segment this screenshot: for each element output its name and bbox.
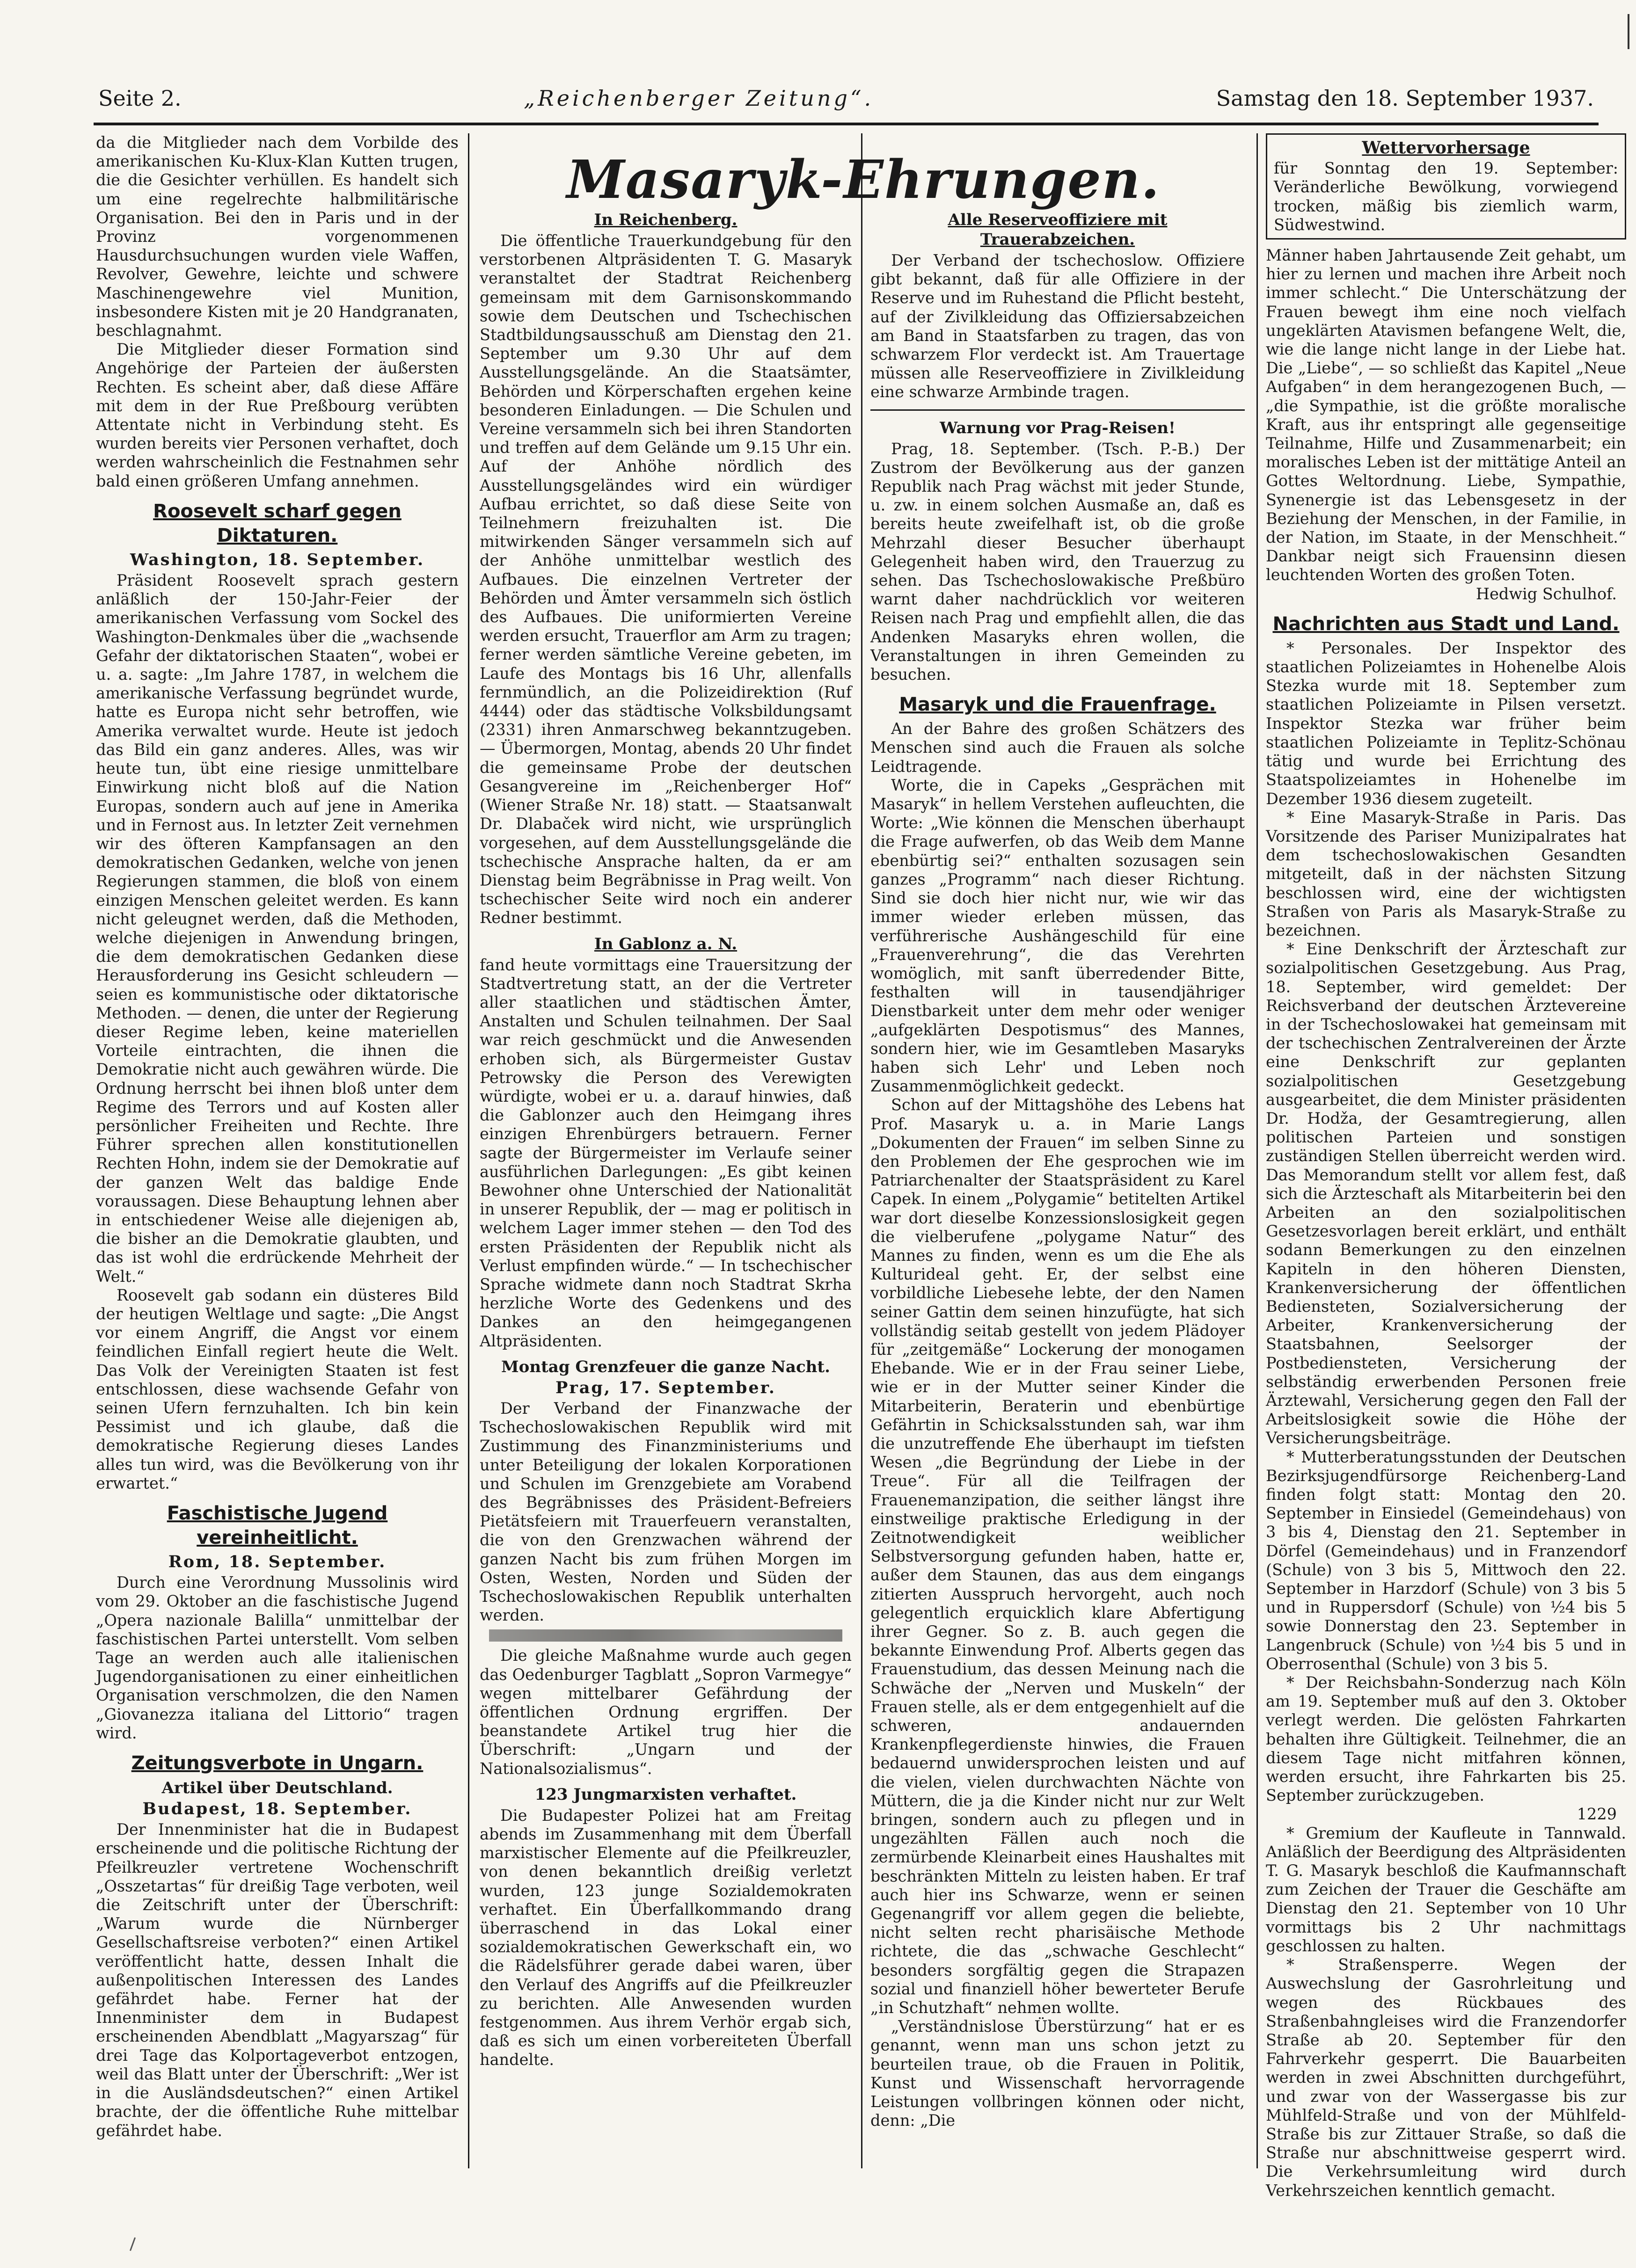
headline-local-news: Nachrichten aus Stadt und Land. [1272, 613, 1620, 635]
headline-hungary-bans: Zeitungsverbote in Ungarn. [131, 1752, 424, 1774]
paragraph: Präsident Roosevelt sprach gestern anläßlich der 150-Jahr-Feier der amerikanischen Verfassung vom Sockel des Washington-Denkmales über die „wachsende Gefahr der diktatorischen Staaten“, wobei er u. a. sagte: „Im Jahre 1787, in welchem die amerikanische Verfassung begründet wurde, hatte es Europa nicht sehr betroffen, wie Amerika verwaltet wurde. Heute ist jedoch das Bild ein ganz anderes. Alles, was wir heute tun, übt eine riesige unmittelbare Einwirkung nicht bloß auf die Nation Europas, sondern auch auf jene in Amerika und in Fernost aus. In letzter Zeit vernehmen wir des öfteren Kampfansagen an den demokratischen Gedanken, welche von jenen Regierungen stammen, die bloß von einem einzigen Menschen geleitet werden. Es kann nicht geleugnet werden, daß die Methoden, welche diejenigen in Anwendung bringen, die dem demokratischen Gedanken diese Herausforderung ins Gesicht schleudern — seien es kommunistische oder diktatorische Methoden. — denen, die unter der Regierung dieser Regime leben, keine materiellen Vorteile eintrachten, die ihnen die Demokratie nicht auch gewähren würde. Die Ordnung herrscht bei ihnen bloß unter dem Regime des Terrors und auf Kosten aller persönlicher Freiheiten und Rechte. Ihre Führer sprechen allen konstitutionellen Rechten Hohn, indem sie der Demokratie auf der ganzen Welt das baldige Ende voraussagen. Diese Behauptung lehnen aber in entschiedener Weise alle diejenigen ab, die bisher an die Demokratie glaubten, und das ist wohl die erdrückende Mehrheit der Welt.“ [96, 571, 459, 1286]
paragraph: Die öffentliche Trauerkundgebung für den verstorbenen Altpräsidenten T. G. Masaryk veranstaltet der Stadtrat Reichenberg gemeinsam mit dem Garnisonskommando sowie dem Deutschen und Tschechischen Stadtbildungsausschuß am Dienstag den 21. September um 9.30 Uhr auf dem Ausstellungsgelände. An die Staatsämter, Behörden und Körperschaften ergehen keine besonderen Einladungen. — Die Schulen und Vereine versammeln sich bei ihren Standorten und treffen auf dem Gelände um 9.15 Uhr ein. Auf der Anhöhe nördlich des Ausstellungsgeländes wird ein würdiger Aufbau errichtet, so daß diese Seite von Teilnehmern freizuhalten ist. Die mitwirkenden Sänger versammeln sich auf der Anhöhe unmittelbar westlich des Aufbaues. Die einzelnen Vertreter der Behörden und Ämter versammeln sich östlich des Aufbaues. Die uniformierten Vereine werden ersucht, Trauerflor am Arm zu tragen; ferner werden sämtliche Vereine gebeten, im Laufe des Montags bis 16 Uhr, allenfalls fernmündlich, an die Polizeidirektion (Ruf 4444) oder das städtische Volksbildungsamt (2331) ihren Anmarschweg bekanntzugeben. — Übermorgen, Montag, abends 20 Uhr findet die gemeinsame Probe der deutschen Gesangvereine im „Reichenberger Hof“ (Wiener Straße Nr. 18) statt. — Staatsanwalt Dr. Dlabaček wird nicht, wie ursprünglich vorgesehen, auf dem Ausstellungsgelände die tschechische Ansprache halten, da er am Dienstag beim Begräbnisse in Prag weilt. Von tschechischer Seite wird noch ein anderer Redner bestimmt. [480, 232, 852, 927]
weather-title: Wettervorhersage [1362, 138, 1530, 158]
news-physicians-memo: * Eine Denkschrift der Ärzteschaft zur sozialpolitischen Gesetzgebung. Aus Prag, 18. September, wird gemeldet: Der Reichsverband der deutschen Ärztevereine in der Tschechoslowakei hat gemeinsam mit der tschechischen Zentralvereinen der Ärzte eine Denkschrift zur geplanten sozialpolitischen Gesetzgebung ausgearbeitet, die dem Minister präsidenten Dr. Hodža, der Gesamtregierung, allen politischen Parteien und sonstigen zuständigen Stellen überreicht werden wird. Das Memorandum stellt vor allem fest, daß sich die Ärzteschaft als Mitarbeiterin bei den Arbeiten an den sozialpolitischen Gesetzesvorlagen bereit erklärt, und enthält sodann Bemerkungen zu den einzelnen Kapiteln in den höheren Diensten, Krankenversicherung der öffentlichen Bediensteten, Sozialversicherung der Arbeiter, Krankenversicherung der Staatsbahnen, Seelsorger der Postbediensteten, Versicherung der selbständig erwerbenden Personen freie Ärztewahl, Versicherung gegen den Fall der Arbeitslosigkeit sowie die Höhe der Versicherungsbeiträge. [1266, 940, 1626, 1447]
page-number: Seite 2. [98, 86, 182, 111]
paragraph: Die Mitglieder dieser Formation sind Angehörige der Parteien der äußersten Rechten. Es scheint aber, daß diese Affäre mit dem in der Rue Preßbourg verübten Attentate nicht in Verbindung steht. Es wurden bereits vier Personen verhaftet, doch werden wahrscheinlich die Festnahmen sehr bald einen größeren Umfang annehmen. [96, 340, 459, 490]
headline-fascist-youth: Faschistische Jugend vereinheitlicht. [167, 1503, 388, 1549]
paragraph: Schon auf der Mittagshöhe des Lebens hat Prof. Masaryk u. a. in Marie Langs „Dokumenten der Frauen“ im selben Sinne zu den Problemen der Ehe gesprochen wie im Patriarchenalter der Staatspräsident zu Karel Capek. In einem „Polygamie“ betitelten Artikel war dort dieselbe Konzessionslosigkeit gegen die vielberufene „polygame Natur“ des Mannes zu finden, wenn es um die Ehe als Kulturideal geht. Er, der selbst eine vorbildliche Liebesehe lebte, der den Namen seiner Gattin dem seinen hinzufügte, hat sich vollständig seitab gestellt von jedem Plädoyer für „zeitgemäße“ Lockerung der monogamen Ehebande. Wie er in der Frau seiner Liebe, wie er in der Mutter seiner Kinder die Mitarbeiterin, Beraterin und ebenbürtige Gefährtin in Schicksalsstunden sah, war ihm die unzutreffende Ehe überhaupt im tiefsten Wesen „die Begründung der Liebe in der Treue“. Für all die Teilfragen der Frauenemanzipation, die seither längst ihre einstweilige praktische Erledigung in der Zeitnotwendigkeit weiblicher Selbstversorgung gefunden haben, hatte er, außer dem Staunen, das aus dem eingangs zitierten Ausspruch hervorgeht, auch noch gelegentlich erquicklich klare Abfertigung ihrer Gegner. So z. B. auch gegen die bekannte Einwendung Prof. Alberts gegen das Frauenstudium, das dessen Meinung nach die Schwäche der „Nerven und Muskeln“ der Frauen stelle, als er dem entgegenhielt auf die schweren, andauernden Krankenpflegerdienste hinwies, die Frauen bedauernd unwidersprochen leisten und auf die vielen, vielen durchwachten Nächte von Müttern, die ja die Kinder nicht nur zur Welt bringen, sondern auch zu pflegen und in ungezählten Fällen auch noch die zermürbende Kleinarbeit eines Haushaltes mit beschränkten Mitteln zu leisten haben. Er traf auch hier ins Schwarze, wenn er seinen Gegenangriff vor allem gegen die beliebte, nicht selten recht pharisäische Methode richtete, die das „schwache Geschlecht“ besonders sorgfältig gegen die Strapazen sozial und finanziell höher bewerteter Berufe „in Schutzhaft“ nehmen wollte. [870, 1096, 1245, 2017]
paragraph: Roosevelt gab sodann ein düsteres Bild der heutigen Weltlage und sagte: „Die Angst vor einem Angriff, die Angst vor einem feindlichen Einfall regiert heute die Welt. Das Volk der Vereinigten Staaten ist fest entschlossen, diese wachsende Gefahr von seinen Ufern fernzuhalten. Ich bin kein Pessimist und ich glaube, daß die demokratische Regierung dieses Landes alles tun wird, was die Bevölkerung von ihr erwartet.“ [96, 1286, 459, 1492]
weather-box [1266, 133, 1626, 240]
news-merchants: * Gremium der Kaufleute in Tannwald. Anläßlich der Beerdigung des Altpräsidenten T. G. Masaryk beschloß die Kaufmannschaft zum Zeichen der Trauer die Geschäfte am Dienstag den 21. September von 10 Uhr vormittags bis 2 Uhr nachmittags geschlossen zu halten. [1266, 1824, 1626, 1955]
dateline-rome: Rom, 18. September. [168, 1552, 387, 1572]
weather-forecast: für Sonntag den 19. September: Veränderliche Bewölkung, vorwiegend trocken, mäßig bis ziemlich warm, Südwestwind. [1274, 159, 1618, 234]
news-mother-counseling: * Mutterberatungsstunden der Deutschen Bezirksjugendfürsorge Reichenberg-Land finden folgt statt: Montag den 20. September in Einsiedel (Gemeindehaus) von 3 bis 4, Dienstag den 21. September in Dörfel (Gemeindehaus) und in Franzendorf (Schule) von 3 bis 5, Mittwoch den 22. September in Harzdorf (Schule) von 3 bis 5 und in Ruppersdorf (Schule) von ½4 bis 5 sowie Donnerstag den 23. September in Langenbruck (Schule) von ½4 bis 5 und in Oberrosenthal (Schule) von 3 bis 5. [1266, 1447, 1626, 1673]
paragraph: Die Budapester Polizei hat am Freitag abends im Zusammenhang mit dem Überfall marxistischer Elemente auf die Pfeilkreuzler, von denen bekanntlich dreißig verletzt wurden, 123 junge Sozialdemokraten verhaftet. Ein Überfallkommando drang überraschend in das Lokal einer sozialdemokratischen Gewerkschaft ein, wo die Rädelsführer gerade dabei waren, über den Verlauf des Angriffs auf die Pfeilkreuzler zu berichten. Alle Anwesenden wurden festgenommen. Aus ihrem Verhör ergab sich, daß es sich um einen vorbereiteten Überfall handelte. [480, 1806, 852, 2069]
subheadline-reserve-officers: Alle Reserveoffiziere mit Trauerabzeichen. [948, 211, 1168, 249]
headline-roosevelt: Roosevelt scharf gegen Diktaturen. [153, 500, 402, 546]
subheadline-warning: Warnung vor Prag-Reisen! [940, 418, 1176, 437]
author-signature: Hedwig Schulhof. [1475, 584, 1617, 603]
column-2 [480, 208, 852, 2168]
issue-date: Samstag den 18. September 1937. [1216, 86, 1594, 111]
stray-mark [1628, 14, 1629, 49]
news-personnel: * Personales. Der Inspektor des staatlichen Polizeiamtes in Hohenelbe Alois Stezka wurde mit 18. September zum staatlichen Polizeiamte in Pilsen versetzt. Inspektor Stezka war früher beim staatlichen Polizeiamte in Teplitz-Schönau tätig und wurde bei Errichtung des Staatspolizeiamtes in Hohenelbe im Dezember 1936 diesem zugeteilt. [1266, 639, 1626, 808]
dateline-washington: Washington, 18. September. [130, 550, 425, 569]
paragraph: Männer haben Jahrtausende Zeit gehabt, um hier zu lernen und machen ihre Arbeit noch immer schlecht.“ Die Unterschätzung der Frauen bewegt ihm eine noch vielfach ungeklärten Atavismen befangene Welt, die, wie die lange nicht lange in der Liebe hat. Die „Liebe“, — so schließt das Kapitel „Neue Aufgaben“ in dem herangezogenen Buch, — „die Sympathie, ist die größte moralische Kraft, aus ihr entspringt alle gegenseitige Teilnahme, Hilfe und Zusammenarbeit; ein moralisches Leben ist der mittätige Anteil an Gottes Weltordnung. Liebe, Sympathie, Synenergie ist das Lebensgesetz in der Beziehung der Menschen, in der Familie, in der Nation, im Staate, in der Menschheit.“ Dankbar neigt sich Frauensinn diesen leuchtenden Worten des großen Toten. [1266, 246, 1626, 584]
headline-women-question: Masaryk und die Frauenfrage. [899, 694, 1216, 716]
subheadline-arrests: 123 Jungmarxisten verhaftet. [534, 1785, 797, 1804]
article-paris-continued: da die Mitglieder nach dem Vorbilde des amerikanischen Ku-Klux-Klan Kutten trugen, die die Gesichter verhüllen. Es handelt sich um eine regelrechte halbmilitärische Organisation. Bei den in Paris und in der Provinz vorgenommenen Hausdurchsuchungen wurden viele Waffen, Revolver, Gewehre, leichte und schwere Maschinengewehre viel Munition, insbesondere Kisten mit je 20 Handgranaten, beschlagnahmt. [96, 133, 459, 340]
paragraph: Der Verband der Finanzwache der Tschechoslowakischen Republik wird mit Zustimmung des Finanzministeriums und unter Beteiligung der lokalen Korporationen und Schulen im Grenzgebiete am Vorabend des Begräbnisses des Präsident-Befreiers Pietätsfeiern mit Trauerfeuern veranstalten, die von den Grenzwachen während der ganzen Nacht bis zum frühen Morgen im Osten, Westen, Norden und Süden der Tschechoslowakischen Republik unterhalten werden. [480, 1399, 852, 1625]
column-rule-3 [1256, 133, 1258, 2168]
main-headline-masaryk: Masaryk-Ehrungen. [566, 149, 1161, 211]
column-1 [96, 133, 459, 2168]
paragraph: Die gleiche Maßnahme wurde auch gegen das Oedenburger Tagblatt „Sopron Varmegye“ wegen mittelbarer Gefährdung der öffentlichen Ordnung ergriffen. Der beanstandete Artikel trug hier die Überschrift: „Ungarn und der Nationalsozialismus“. [480, 1646, 852, 1778]
subheadline-reichenberg: In Reichenberg. [594, 211, 738, 229]
paragraph: fand heute vormittags eine Trauersitzung der Stadtvertretung statt, an der die Vertreter aller staatlichen und städtischen Ämter, Anstalten und Schulen teilnahmen. Der Saal war reich geschmückt und die Anwesenden erhoben sich, als Bürgermeister Gustav Petrowsky die Person des Verewigten würdigte, wobei er u. a. darauf hinwies, daß die Gablonzer auch den Heimgang ihres einzigen Ehrenbürgers betrauern. Ferner sagte der Bürgermeister im Verlaufe seiner ausführlichen Darlegungen: „Es gibt keinen Bewohner ohne Unterschied der Nationalität in unserer Republik, der — mag er politisch in welchem Lager immer stehen — den Tod des ersten Präsidenten der Republik nicht als Verlust empfinden würde.“ — In tschechischer Sprache widmete dann noch Stadtrat Skrha herzliche Worte des Gedenkens und des Dankes an den heimgegangenen Altpräsidenten. [480, 955, 852, 1350]
subheadline: Artikel über Deutschland. [161, 1779, 393, 1798]
column-rule-1 [468, 133, 469, 2168]
divider [870, 409, 1245, 411]
dateline-prague: Prag, 17. September. [555, 1378, 776, 1397]
subheadline-border-fires: Montag Grenzfeuer die ganze Nacht. [501, 1357, 830, 1376]
paragraph: Der Innenminister hat die in Budapest erscheinende und die politische Richtung der Pfeilkreuzler vertretene Wochenschrift „Osszetartas“ für dreißig Tage verboten, weil die Zeitschrift unter der Überschrift: „Warum wurde die Nürnberger Gesellschaftsreise verboten?“ einen Artikel veröffentlicht hatte, dessen Inhalt die außenpolitischen Interessen des Landes gefährdet habe. Ferner hat der Innenminister dem in Budapest erscheinenden Abendblatt „Magyarszag“ für drei Tage das Kolportageverbot entzogen, weil das Blatt unter der Überschrift: „Wer ist in die Ausländsdeutschen?“ einen Artikel brachte, der die öffentliche Ruhe mittelbar gefährdet habe. [96, 1820, 459, 2140]
paragraph: Prag, 18. September. (Tsch. P.-B.) Der Zustrom der Bevölkerung aus der ganzen Republik nach Prag wächst mit jeder Stunde, u. zw. in einem solchen Ausmaße an, daß es bereits heute zweifelhaft ist, ob die große Mehrzahl dieser Besucher überhaupt Gelegenheit haben wird, den Trauerzug zu sehen. Das Tschechoslowakische Preßbüro warnt daher nachdrücklich vor weiteren Reisen nach Prag und empfiehlt allen, die das Andenken Masaryks ehren wollen, die Veranstaltungen in ihren Gemeinden zu besuchen. [870, 439, 1245, 684]
stray-mark [130, 2237, 136, 2251]
newspaper-title: „Reichenberger Zeitung“. [524, 86, 874, 111]
ad-code: 1229 [1577, 1805, 1617, 1824]
header-rule [94, 123, 1599, 125]
print-smudge [489, 1629, 842, 1642]
news-masaryk-street: * Eine Masaryk-Straße in Paris. Das Vorsitzende des Pariser Munizipalrates hat dem tschechoslowakischen Gesandten mitgeteilt, daß in der nächsten Sitzung beschlossen wird, eine der wichtigsten Straßen von Paris als Masaryk-Straße zu bezeichnen. [1266, 808, 1626, 939]
news-street-closure: * Straßensperre. Wegen der Auswechslung der Gasrohrleitung und wegen des Rückbaues des Straßenbahngleises wird die Franzendorfer Straße ab 20. September für den Fahrverkehr gesperrt. Die Bauarbeiten werden in zwei Abschnitten durchgeführt, und zwar von der Wassergasse bis zur Mühlfeld-Straße und von der Mühlfeld-Straße bis zur Zittauer Straße, so daß die Straße nur abschnittweise gesperrt wird. Die Verkehrsumleitung wird durch Verkehrszeichen kenntlich gemacht. [1266, 1955, 1626, 2200]
paragraph: „Verständnislose Überstürzung“ hat er es genannt, wenn man uns schon jetzt zu beurteilen traue, ob die Frauen in Politik, Kunst und Wissenschaft hervorragende Leistungen vollbringen können oder nicht, denn: „Die [870, 2017, 1245, 2130]
page-header [98, 82, 1594, 115]
paragraph: Durch eine Verordnung Mussolinis wird vom 29. Oktober an die faschistische Jugend „Opera nazionale Balilla“ unmittelbar der faschistischen Partei unterstellt. Vom selben Tage an werden auch alle italienischen Jugendorganisationen zu einer einheitlichen Organisation verschmolzen, die den Namen „Giovanezza italiana del Littorio“ tragen wird. [96, 1573, 459, 1742]
dateline-budapest: Budapest, 18. September. [142, 1799, 412, 1819]
column-4 [1266, 133, 1626, 2200]
column-3 [870, 208, 1245, 2168]
column-rule-2 [861, 133, 862, 2168]
subheadline-gablonz: In Gablonz a. N. [594, 934, 738, 953]
paragraph: Der Verband der tschechoslow. Offiziere gibt bekannt, daß für alle Offiziere in der Reserve und im Ruhestand die Pflicht besteht, auf der Zivilkleidung das Offiziersabzeichen am Band in Staatsfarben zu tragen, das von schwarzem Flor verdeckt ist. Am Trauertage müssen alle Reserveoffiziere in Zivilkleidung eine schwarze Armbinde tragen. [870, 251, 1245, 401]
news-special-train: * Der Reichsbahn-Sonderzug nach Köln am 19. September muß auf den 3. Oktober verlegt werden. Die gelösten Fahrkarten behalten ihre Gültigkeit. Teilnehmer, die an diesem Tage nicht mitfahren können, werden ersucht, ihre Fahrkarten bis 25. September zurückzugeben. [1266, 1673, 1626, 1805]
paragraph: Worte, die in Capeks „Gesprächen mit Masaryk“ in hellem Verstehen aufleuchten, die Worte: „Wie können die Menschen überhaupt die Frage aufwerfen, ob das Weib dem Manne ebenbürtig sei?“ enthalten sozusagen sein ganzes „Programm“ nach dieser Richtung. Sind sie doch hier nicht nur, wie wir das immer wieder erleben müssen, das verführerische Aushängeschild für eine „Frauenverehrung“, die das Verehrten womöglich, mit sanft überredender Bitte, festhalten will in tausendjähriger Dienstbarkeit unter dem mehr oder weniger „aufgeklärten Despotismus“ des Mannes, sondern hier, wie im Gesamtleben Masaryks haben sich Lehr' und Leben noch Zusammenmöglichkeit gedeckt. [870, 776, 1245, 1096]
paragraph: An der Bahre des großen Schätzers des Menschen sind auch die Frauen als solche Leidtragende. [870, 720, 1245, 776]
